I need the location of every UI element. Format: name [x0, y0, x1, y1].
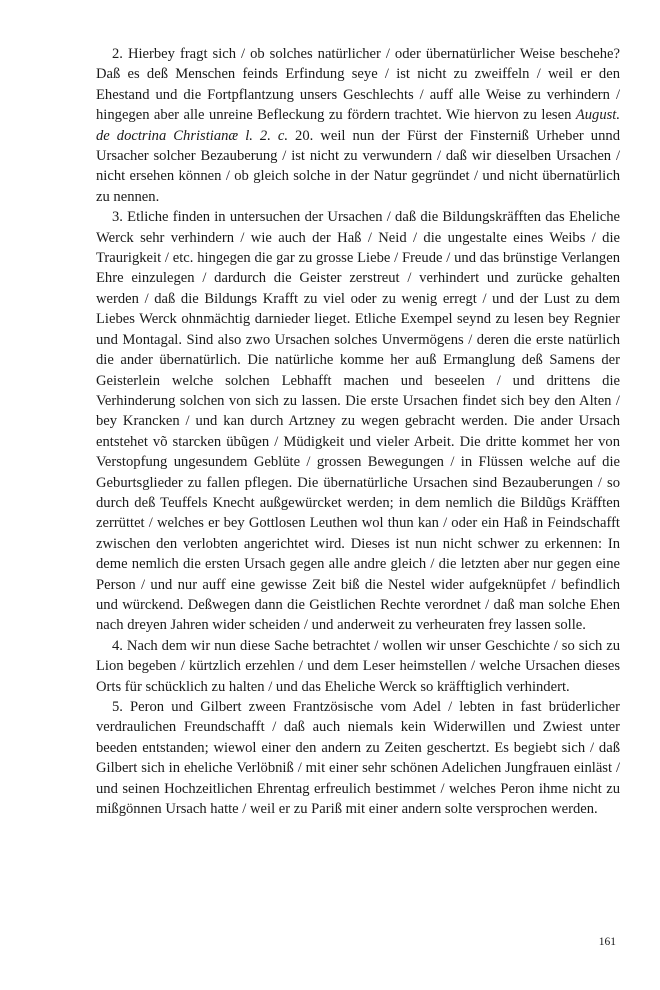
page-number: 161 — [598, 936, 616, 948]
paragraph-2-text: 2. Hierbey fragt sich / ob solches natürlicher / oder übernatürlicher Weise beschehe? Daß es deß Menschen feinds Erfindung seye / ist nicht zu zweiffeln / weil er den Ehestand und die Fortpflantzung unsers Geschlechts / auff alle Weise zu verhindern / hingegen aber alle unreine Befleckung zu fördern trachtet. Wie hiervon zu lesen — [96, 46, 620, 124]
paragraph-2-text-end: 20. weil nun der Fürst der Finsterniß Urheber unnd Ursacher solcher Bezauberung / ist nicht zu verwundern / daß wir dieselben Ursachen / nicht ersehen können / ob gleich solche in der Natur gegründet / und nicht übernatürlich zu nennen. — [96, 127, 620, 205]
page-body — [96, 44, 620, 819]
citation-augustine: August. de doctrina Christianæ l. 2. c. — [96, 107, 620, 144]
paragraph-2 — [96, 44, 620, 207]
paragraph-5: 5. Peron und Gilbert zween Frantzösische vom Adel / lebten in fast brüderlicher verdraulichen Freundschafft / daß auch niemals kein Widerwillen und Zwiest unter beeden entstanden; wiewol einer den andern zu Zeiten geschertzt. Es begiebt sich / daß Gilbert sich in eheliche Verlöbniß / mit einer sehr schönen Adelichen Jungfrauen einläst / und seinen Hochzeitlichen Ehrentag erfreulich bestimmet / welches Peron ihme nicht zu mißgönnen Ursach hatte / weil er zu Pariß mit einer andern solte versprochen werden. — [96, 699, 620, 818]
paragraph-3: 3. Etliche finden in untersuchen der Ursachen / daß die Bildungskräfften das Eheliche Werck sehr verhindern / wie auch der Haß / Neid / die ungestalte eines Weibs / die Traurigkeit / etc. hingegen die gar zu grosse Liebe / Freude / und das brünstige Verlangen Ehre einzulegen / dardurch die Geister zerstreut / verhindert und zurücke gehalten werden / daß die Bildungs Krafft zu viel oder zu wenig erregt / und der Lust zu dem Liebes Werck ohnmächtig darnieder lieget. Etliche Exempel seynd zu lesen bey Regnier und Montagal. Sind also zwo Ursachen solches Unvermögens / deren die erste natürlich die ander übernatürlich. Die natürliche komme her auß Ermanglung deß Samens der Geisterlein welche solchen Lebhafft machen und beseelen / und drittens die Verhinderung solchen von sich zu lassen. Die erste Ursachen findet sich bey den Alten / bey Krancken / und kan durch Artzney zu wegen gebracht werden. Die ander Ursach entstehet võ starcken übũgen / Müdigkeit und vieler Arbeit. Die dritte kommet her von Verstopfung ungesundem Geblüte / grossen Bewegungen / in Flüssen welche auf die Geburtsglieder zu fallen pflegen. Die übernatürliche Ursachen sind Bezauberungen / so durch deß Teuffels Knecht außgewürcket werden; in dem nemlich die Bildũgs Kräfften zerrüttet / welches er bey Gottlosen Leuthen wol thun kan / oder ein Haß in Feindschafft zwischen den verlobten angerichtet wird. Dieses ist nun nicht schwer zu erkennen: In deme nemlich die ersten Ursach gegen alle andre gleich / die letzten aber nur gegen eine Person / und nur auff eine gewisse Zeit biß die Nestel wider aufgeknüpfet / befindlich und würckend. Deßwegen dann die Geistlichen Rechte verordnet / daß man solche Ehen nach dreyen Jahren wider scheiden / und anderweit zu verheuraten frey lassen solle. — [96, 209, 620, 634]
paragraph-4: 4. Nach dem wir nun diese Sache betrachtet / wollen wir unser Geschichte / so sich zu Lion begeben / kürtzlich erzehlen / und dem Leser heimstellen / welche Ursachen dieses Orts für schücklich zu halten / und das Eheliche Werck so kräfftiglich verhindert. — [96, 637, 620, 695]
